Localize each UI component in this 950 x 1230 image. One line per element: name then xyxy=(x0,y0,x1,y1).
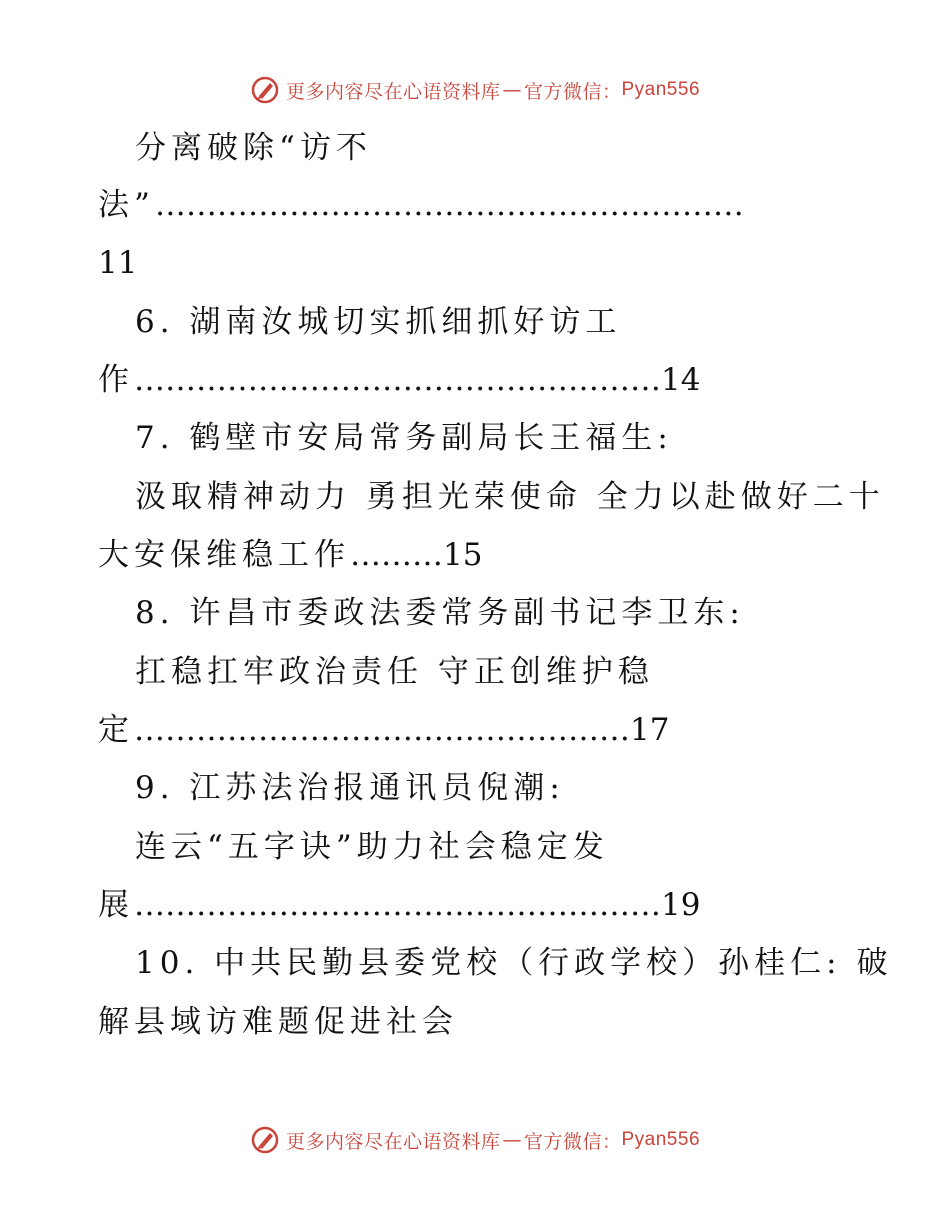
toc-entry-text: 定 xyxy=(98,712,134,748)
toc-entry-text: 展 xyxy=(98,887,134,923)
toc-line-11 xyxy=(98,710,669,750)
toc-entry-text: 大安保维稳工作 xyxy=(98,537,350,573)
toc-leader-dots: …………………………………………… xyxy=(134,887,661,923)
toc-line-13: 连云“五字诀”助力社会稳定发 xyxy=(135,829,609,865)
footer-account: Pyan556 xyxy=(621,1129,701,1150)
toc-entry-text: 作 xyxy=(98,362,134,398)
toc-leader-dots: ………………………………………………… xyxy=(154,187,744,223)
footer-site-text: 更多内容尽在心语资料库 xyxy=(285,1130,501,1153)
toc-line-16: 解县域访难题促进社会 xyxy=(98,1004,458,1040)
header-separator: — xyxy=(502,79,522,101)
footer-separator: — xyxy=(502,1129,522,1151)
pen-logo-icon xyxy=(250,1125,280,1155)
toc-line-6: 7. 鹤壁市安局常务副局长王福生: xyxy=(135,420,673,456)
toc-page-number: 14 xyxy=(661,362,701,398)
toc-line-5 xyxy=(98,360,700,400)
toc-line-12: 9. 江苏法治报通讯员倪潮: xyxy=(135,770,565,806)
toc-page-number: 17 xyxy=(630,712,670,748)
toc-leader-dots: ………………………………………… xyxy=(134,712,630,748)
toc-line-9: 8. 许昌市委政法委常务副书记李卫东: xyxy=(135,595,745,631)
header-official-text: 官方微信： xyxy=(523,80,622,103)
toc-line-8 xyxy=(98,535,482,575)
toc-page-number: 19 xyxy=(661,887,701,923)
toc-line-15: 10. 中共民勤县委党校（行政学校）孙桂仁: 破 xyxy=(135,945,893,981)
toc-line-4: 6. 湖南汝城切实抓细抓好访工 xyxy=(135,304,622,340)
toc-line-7: 汲取精神动力 勇担光荣使命 全力以赴做好二十 xyxy=(135,479,885,515)
toc-page-number: 11 xyxy=(98,245,138,281)
toc-entry-text: 法” xyxy=(98,187,155,223)
toc-page-number: 15 xyxy=(443,537,483,573)
toc-leader-dots: …………………………………………… xyxy=(134,362,661,398)
toc-leader-dots: ……… xyxy=(350,537,443,573)
header-account: Pyan556 xyxy=(621,79,701,100)
toc-line-10: 扛稳扛牢政治责任 守正创维护稳 xyxy=(135,654,654,690)
header-site-text: 更多内容尽在心语资料库 xyxy=(285,80,501,103)
footer-official-text: 官方微信： xyxy=(523,1130,622,1153)
footer-watermark xyxy=(0,1120,950,1160)
toc-line-2 xyxy=(98,185,744,225)
toc-line-14 xyxy=(98,885,700,925)
toc-line-1: 分离破除“访不 xyxy=(135,130,372,166)
